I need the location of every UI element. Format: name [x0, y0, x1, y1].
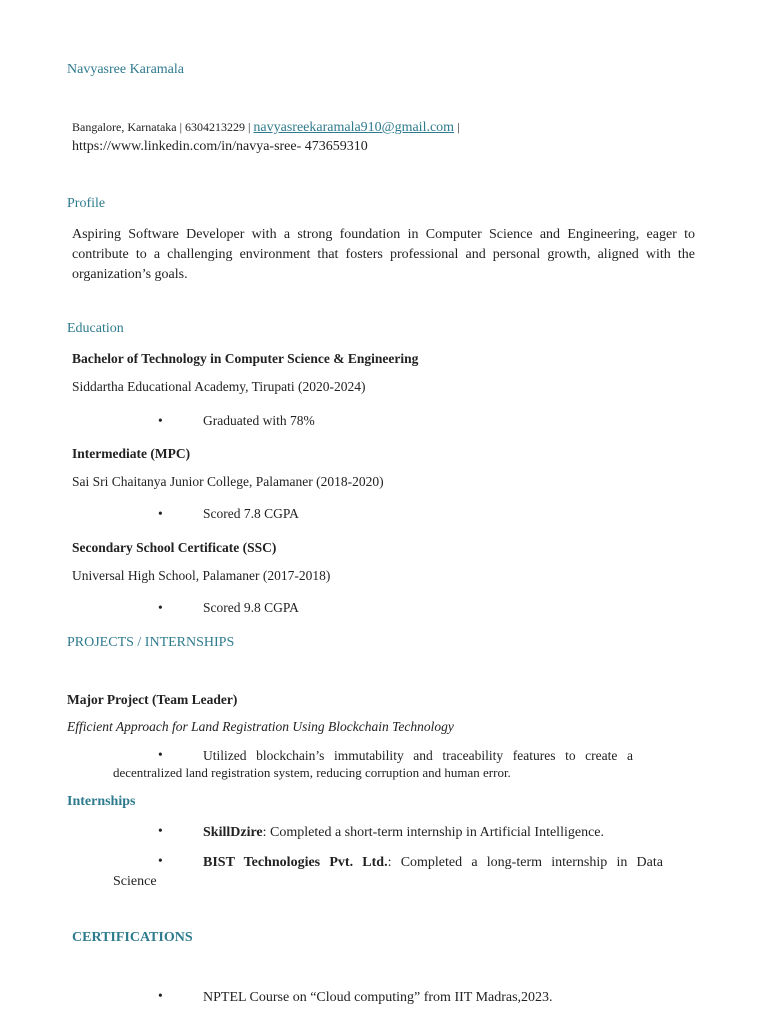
education-degree: Bachelor of Technology in Computer Science & Engineering — [72, 351, 419, 366]
certifications-heading: CERTIFICATIONS — [72, 930, 193, 945]
internship-text: : Completed a short-term internship in Artificial Intelligence. — [262, 825, 604, 840]
email-link[interactable]: navyasreekaramala910@gmail.com — [253, 120, 455, 135]
location-phone: Bangalore, Karnataka | 6304213229 | — [72, 120, 254, 134]
internship-item — [203, 823, 604, 842]
internship-text-cont: Science — [113, 874, 157, 889]
education-heading: Education — [67, 321, 124, 336]
project-detail-line2: decentralized land registration system, reducing corruption and human error. — [113, 765, 511, 780]
contact-line — [72, 120, 459, 136]
internship-company: BIST Technologies Pvt. Ltd. — [203, 855, 388, 870]
project-name: Efficient Approach for Land Registration Using Blockchain Technology — [67, 719, 454, 734]
education-school: Siddartha Educational Academy, Tirupati (2020-2024) — [72, 379, 366, 394]
bullet-icon: • — [158, 413, 163, 428]
education-detail: Graduated with 78% — [203, 413, 315, 428]
projects-heading: PROJECTS / INTERNSHIPS — [67, 635, 235, 650]
bullet-icon: • — [158, 988, 163, 1003]
project-title: Major Project (Team Leader) — [67, 692, 238, 707]
bullet-icon: • — [158, 506, 163, 521]
separator: | — [454, 120, 460, 134]
education-detail: Scored 9.8 CGPA — [203, 600, 299, 615]
project-detail-line1: Utilized blockchain’s immutability and traceability features to create a — [203, 748, 633, 763]
education-degree: Secondary School Certificate (SSC) — [72, 540, 277, 555]
bullet-icon: • — [158, 747, 163, 762]
certification-item: NPTEL Course on “Cloud computing” from IIT Madras,2023. — [203, 990, 553, 1005]
education-degree: Intermediate (MPC) — [72, 446, 191, 461]
candidate-name: Navyasree Karamala — [67, 62, 184, 77]
internships-heading: Internships — [67, 794, 136, 809]
profile-text: Aspiring Software Developer with a strong foundation in Computer Science and Engineering, eager to contribute to a challenging environment that fosters professional and personal growth, aligned with the organization’s goals. — [72, 227, 695, 282]
internship-item — [203, 853, 663, 872]
bullet-icon: • — [158, 853, 163, 868]
education-detail: Scored 7.8 CGPA — [203, 506, 299, 521]
education-school: Sai Sri Chaitanya Junior College, Palamaner (2018-2020) — [72, 474, 384, 489]
bullet-icon: • — [158, 600, 163, 615]
education-school: Universal High School, Palamaner (2017-2018) — [72, 568, 331, 583]
internship-company: SkillDzire — [203, 825, 263, 840]
bullet-icon: • — [158, 823, 163, 838]
internship-text: : Completed a long-term internship in Data — [387, 855, 663, 870]
linkedin-url[interactable]: https://www.linkedin.com/in/navya-sree- 473659310 — [72, 139, 368, 154]
profile-heading: Profile — [67, 196, 106, 211]
